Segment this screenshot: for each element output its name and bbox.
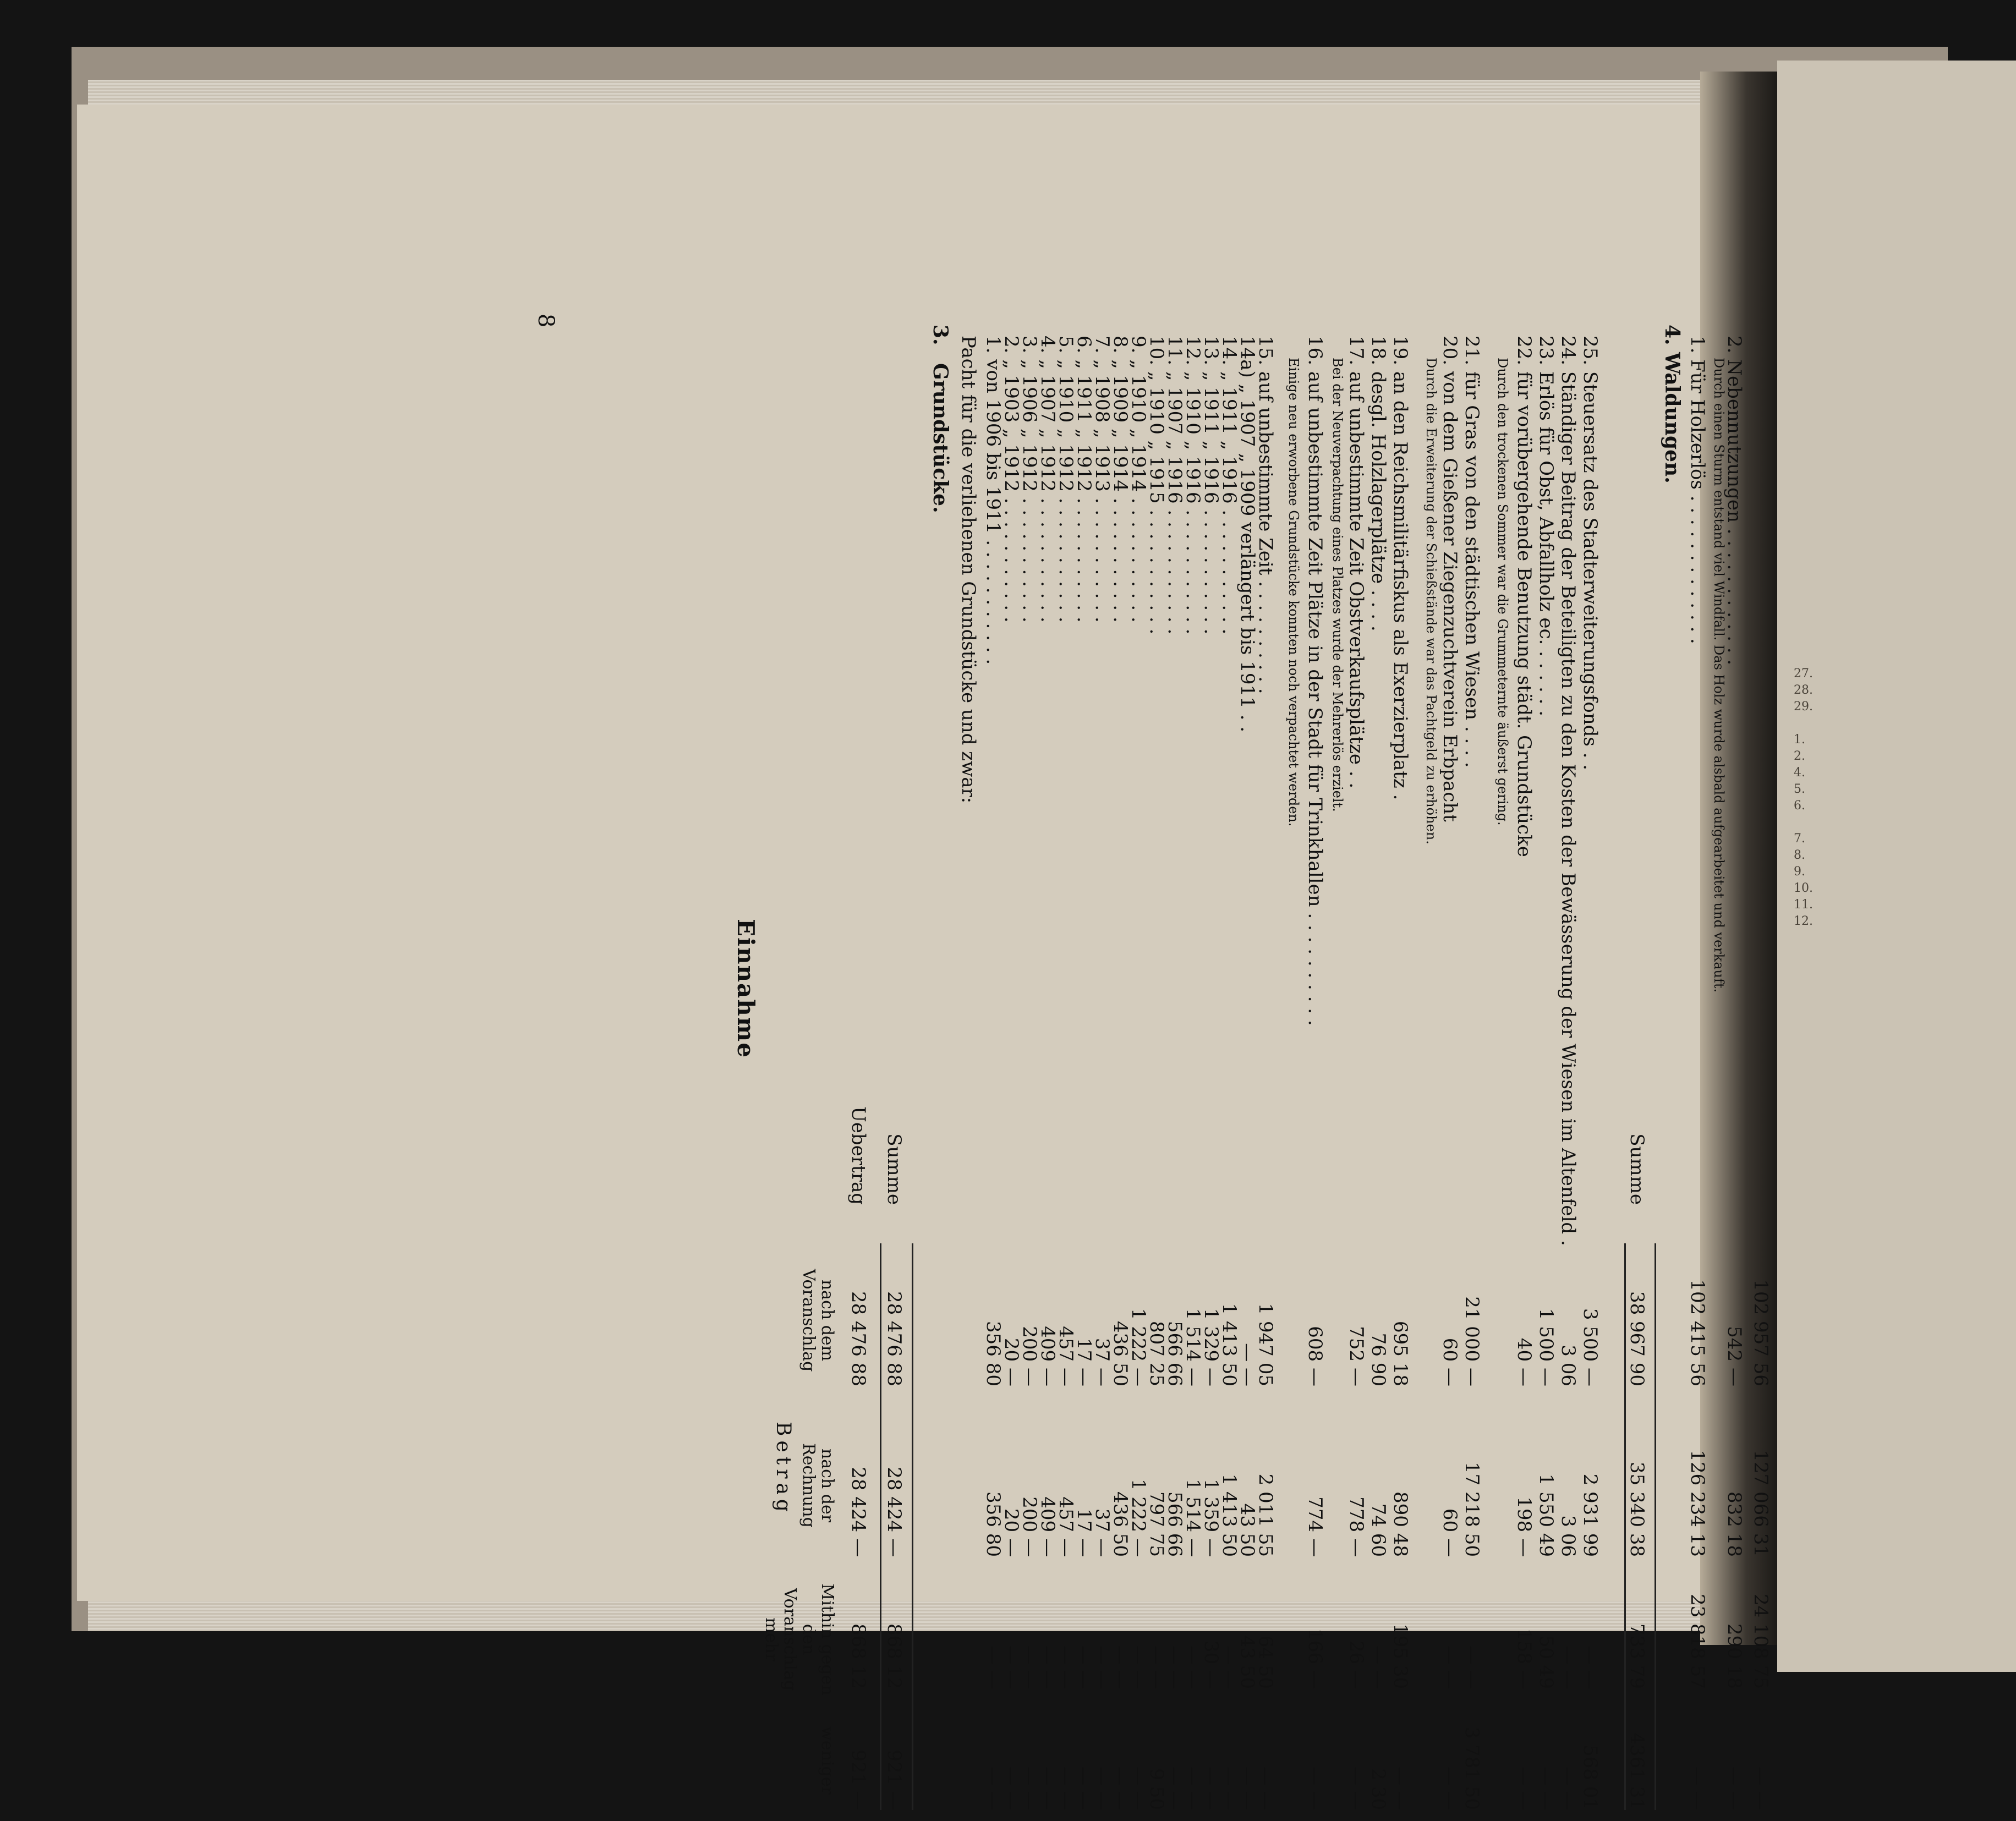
cell-b: 778 —	[1345, 1496, 1367, 1557]
table-row	[1369, 314, 1389, 1821]
margin-number: 7.	[1794, 832, 1805, 846]
cell-b: 890 48	[1389, 1491, 1411, 1557]
cell-b: 1 514 —	[1182, 1478, 1204, 1557]
cell-b: 43 50	[1236, 1503, 1258, 1557]
cell-d: — —	[1055, 1767, 1077, 1810]
cell-a: 1 222 —	[1127, 1308, 1149, 1386]
cell-d: — —	[1304, 1767, 1326, 1810]
cell-a: 38 967 90	[1626, 1291, 1648, 1386]
table-row	[1347, 314, 1367, 1821]
cell-c: — —	[1367, 1646, 1389, 1689]
margin-number: 8.	[1794, 848, 1805, 862]
rule	[1655, 1243, 1656, 1810]
note-21: Durch den trockenen Sommer war die Grummeternte äußerst gering.	[1495, 358, 1510, 826]
page-title: Einnahme	[732, 919, 759, 1058]
table-row	[1581, 314, 1601, 1821]
cell-a: 20 —	[1000, 1337, 1022, 1386]
row-desc: 9. „ 1910 „ 1914 . . . . . . . . . . .	[1127, 336, 1149, 623]
cell-b: 200 —	[1018, 1496, 1040, 1557]
page-number: 8	[533, 314, 558, 328]
cell-c: — —	[1218, 1646, 1240, 1689]
row-desc: 2. „ 1903 „ 1912 . . . . . . . . . . .	[1000, 336, 1022, 623]
cell-a: 608 —	[1304, 1326, 1326, 1386]
cell-d: — —	[1686, 1767, 1708, 1810]
cell-a: 28 476 88	[883, 1291, 905, 1386]
cell-d: — —	[1182, 1767, 1204, 1810]
cell-c: — —	[1579, 1646, 1601, 1689]
table-row	[1254, 314, 1277, 1821]
cell-c: — —	[1073, 1646, 1095, 1689]
summe-label: Summe	[883, 1133, 905, 1205]
cell-d: 568 01	[1579, 1745, 1601, 1810]
table-row	[1686, 314, 1708, 1821]
cell-a: 807 25	[1146, 1321, 1168, 1386]
cell-d: 921 —	[883, 1749, 905, 1810]
cell-d: — —	[1535, 1767, 1557, 1810]
row-desc: 25. Steuersatz des Stadterweiterungsfonds . .	[1579, 336, 1601, 771]
cell-c: 733 79	[1626, 1623, 1648, 1689]
row-desc: 23. Erlös für Obst, Abfallholz ec. . . . . . .	[1535, 336, 1557, 717]
cell-d: 2 30	[1367, 1768, 1389, 1810]
cell-d: 9 50	[1146, 1768, 1168, 1810]
cell-b: 198 —	[1513, 1496, 1535, 1557]
margin-number	[1794, 715, 1813, 732]
cell-d: — —	[1345, 1767, 1367, 1810]
total-row	[1752, 314, 1772, 1821]
cell-b: 1 413 50	[1218, 1473, 1240, 1557]
cell-c: — —	[1439, 1646, 1461, 1689]
rule	[880, 1243, 881, 1810]
cell-a: 60 —	[1439, 1337, 1461, 1386]
ledger-table	[528, 314, 1772, 1821]
section-3-number: 3.	[929, 325, 952, 345]
table-row	[1463, 314, 1483, 1821]
cell-b: 774 —	[1304, 1496, 1326, 1557]
cell-c: — —	[1182, 1646, 1204, 1689]
cell-a: 542 —	[1723, 1326, 1745, 1386]
note-16: Bei der Neuverpachtung eines Platzes wurde der Mehrerlös erzielt.	[1330, 358, 1345, 812]
cell-a: 40 —	[1513, 1337, 1535, 1386]
row-desc: 13. „ 1911 „ 1916 . . . . . . . . . . .	[1200, 336, 1222, 635]
cell-b: 1 359 —	[1200, 1478, 1222, 1557]
summe-label: Summe	[1626, 1133, 1648, 1205]
cell-b: 28 424 —	[883, 1467, 905, 1557]
header-weniger: weniger	[818, 1726, 837, 1795]
cell-c: — —	[1164, 1646, 1186, 1689]
cell-b: 35 340 38	[1626, 1461, 1648, 1557]
row-desc: 24. Ständiger Beitrag der Beteiligten zu den Kosten der Bewässerung der Wiesen im Altenfeld .	[1557, 336, 1579, 1246]
cell-c: 166 —	[1304, 1628, 1326, 1689]
cell-a: 3 06	[1557, 1345, 1579, 1386]
cell-c: — —	[1127, 1646, 1149, 1689]
row-desc: 14a) „ 1907 „ 1909 verlängert bis 1911 . .	[1236, 336, 1258, 733]
cell-c: — —	[1091, 1646, 1113, 1689]
cell-a: 436 50	[1109, 1321, 1131, 1386]
margin-number: 6.	[1794, 799, 1805, 813]
cell-c: 64 50	[1254, 1635, 1277, 1689]
cell-c: — —	[982, 1646, 1004, 1689]
cell-a: — —	[1236, 1343, 1258, 1386]
row-desc: 22. für vorübergehende Benutzung städt. Grundstücke	[1513, 336, 1535, 857]
cell-b: 566 66	[1164, 1491, 1186, 1557]
row-desc: 1. von 1906 bis 1911 . . . . . . . . . . .	[982, 336, 1004, 665]
row-desc: 17. auf unbestimmte Zeit Obstverkaufsplätze . .	[1345, 336, 1367, 789]
cell-c: 26 —	[1345, 1640, 1367, 1689]
note-19: Durch die Erweiterung der Schießstände war das Pachtgeld zu erhöhen.	[1423, 358, 1439, 844]
header-betrag: Betrag	[772, 1422, 795, 1516]
row-16	[1306, 314, 1326, 1821]
cell-d: — —	[1127, 1767, 1149, 1810]
cell-a: 752 —	[1345, 1326, 1367, 1386]
margin-number: 28.	[1794, 683, 1813, 697]
margin-number: 9.	[1794, 865, 1805, 879]
row-desc: 16. auf unbestimmte Zeit Plätze in der Stadt für Trinkhallen . . . . . . . . . .	[1304, 336, 1326, 1026]
cell-d: — —	[1109, 1767, 1131, 1810]
cell-b: 60 —	[1439, 1508, 1461, 1557]
section-3-heading: Grundstücke.	[929, 363, 952, 513]
cell-a: 76 90	[1367, 1332, 1389, 1386]
row-desc: 2. Nebennutzungen . . . . . . . . . . . .	[1723, 336, 1745, 666]
header-mehr: Mithin gegen den Voranschlag mehr	[762, 1583, 837, 1696]
cell-d: — —	[1018, 1767, 1040, 1810]
cell-c: 195 30	[1389, 1623, 1411, 1689]
row-desc: 5. „ 1910 „ 1912 . . . . . . . . . . .	[1055, 336, 1077, 623]
uebertrag-label: Uebertrag	[847, 1106, 869, 1205]
row-desc: 1. Für Holzerlös . . . . . . . . . . . . .	[1686, 336, 1708, 644]
cell-d: — —	[1037, 1767, 1059, 1810]
row-desc: 11. „ 1907 „ 1916 . . . . . . . . . . .	[1164, 336, 1186, 635]
row-desc: 3. „ 1906 „ 1912 . . . . . . . . . . .	[1018, 336, 1040, 623]
cell-b: 797 75	[1146, 1491, 1168, 1557]
cell-d: — —	[1723, 1767, 1745, 1810]
cell-a: 102 415 56	[1686, 1279, 1708, 1386]
cell-d: — —	[1091, 1767, 1113, 1810]
cell-d: — —	[1164, 1767, 1186, 1810]
cell-c: 290 18	[1723, 1623, 1745, 1689]
note-holz: Durch einen Sturm entstand viel Windfall. Das Holz wurde alsbald aufgearbeitet und verkauft.	[1711, 358, 1727, 993]
cell-d: — —	[1218, 1767, 1240, 1810]
row-desc: 18. desgl. Holzlagerplätze . . . .	[1367, 336, 1389, 632]
table-row	[1515, 314, 1535, 1821]
cell-c: 43 50	[1236, 1635, 1258, 1689]
cell-b: 127 066 31	[1750, 1450, 1772, 1557]
cell-b: 126 234 13	[1686, 1450, 1708, 1557]
cell-d: — —	[1000, 1767, 1022, 1810]
right-page	[1777, 61, 2016, 1672]
cell-d: — —	[1513, 1767, 1535, 1810]
cell-a: 409 —	[1037, 1326, 1059, 1386]
cell-b: 17 218 50	[1461, 1461, 1483, 1557]
margin-number: 27.	[1794, 667, 1813, 681]
cell-d: — —	[1389, 1767, 1411, 1810]
table-row	[1389, 314, 1411, 1821]
row-desc: 14. „ 1911 „ 1916 . . . . . . . . . . .	[1218, 336, 1240, 635]
cell-b: 1 222 —	[1127, 1478, 1149, 1557]
cell-c: — —	[1557, 1646, 1579, 1689]
cell-b: 2 011 55	[1254, 1473, 1277, 1557]
margin-number	[1794, 814, 1813, 831]
cell-a: 1 500 —	[1535, 1308, 1557, 1386]
cell-c: — —	[1000, 1646, 1022, 1689]
cell-c: — —	[1018, 1646, 1040, 1689]
cell-b: 28 424 —	[847, 1467, 869, 1557]
cell-a: 1 329 —	[1200, 1308, 1222, 1386]
cell-c: 158 —	[1513, 1628, 1535, 1689]
table-row	[1537, 314, 1557, 1821]
row-desc: 15. auf unbestimmte Zeit . . . . . . . . . .	[1254, 336, 1277, 694]
cell-b: 3 06	[1557, 1515, 1579, 1557]
cell-c: 24 108 75	[1750, 1593, 1772, 1689]
cell-b: 1 550 49	[1535, 1473, 1557, 1557]
cell-c: — —	[1037, 1646, 1059, 1689]
cell-c: — —	[1109, 1646, 1131, 1689]
margin-number: 5.	[1794, 782, 1805, 796]
right-page-numbers	[1794, 666, 1813, 930]
cell-c: — —	[1146, 1646, 1168, 1689]
cell-d: — —	[1236, 1767, 1258, 1810]
margin-number: 4.	[1794, 766, 1805, 780]
cell-c: 868 12	[883, 1623, 905, 1689]
row-desc: 20. von dem Gießener Ziegenzuchtverein Erbpacht	[1439, 336, 1461, 822]
table-row	[1725, 314, 1745, 1821]
margin-number: 12.	[1794, 914, 1813, 928]
cell-d: — —	[1073, 1767, 1095, 1810]
cell-a: 17 —	[1073, 1337, 1095, 1386]
cell-a: 21 000 —	[1461, 1296, 1483, 1386]
row-desc: 21. für Gras von den städtischen Wiesen . . . .	[1461, 336, 1483, 768]
row-desc: 6. „ 1911 „ 1912 . . . . . . . . . . .	[1073, 336, 1095, 623]
row-desc: 10. „ 1910 „ 1915 . . . . . . . . . . .	[1146, 336, 1168, 635]
note-15: Einige neu erworbene Grundstücke konnten noch verpachtet werden.	[1286, 358, 1301, 827]
cell-a: 356 80	[982, 1321, 1004, 1386]
cell-d: — —	[1254, 1767, 1277, 1810]
margin-number: 11.	[1794, 898, 1813, 912]
section-4-heading: 4. Waldungen.	[1661, 325, 1684, 484]
cell-c: 868 12	[847, 1623, 869, 1689]
margin-number: 10.	[1794, 881, 1813, 895]
cell-c: 30 —	[1200, 1640, 1222, 1689]
cell-a: 1 413 50	[1218, 1303, 1240, 1386]
cell-a: 28 476 88	[847, 1291, 869, 1386]
cell-d: 3 781 50	[1461, 1726, 1483, 1810]
cell-a: 566 66	[1164, 1321, 1186, 1386]
table-row	[1441, 314, 1461, 1821]
cell-b: 409 —	[1037, 1496, 1059, 1557]
margin-number: 29.	[1794, 700, 1813, 714]
cell-d: — —	[1557, 1767, 1579, 1810]
cell-d: — —	[982, 1767, 1004, 1810]
cell-d: 4361 31	[1626, 1732, 1648, 1810]
cell-d: 921 —	[847, 1749, 869, 1810]
header-rechnung: nach der Rechnung	[799, 1443, 837, 1528]
margin-number: 2.	[1794, 749, 1805, 763]
cell-b: 457 —	[1055, 1496, 1077, 1557]
cell-a: 457 —	[1055, 1326, 1077, 1386]
cell-b: 436 50	[1109, 1491, 1131, 1557]
row-desc: 4. „ 1907 „ 1912 . . . . . . . . . . .	[1037, 336, 1059, 623]
row-desc: 7. „ 1908 „ 1913 . . . . . . . . . . .	[1091, 336, 1113, 623]
uebertrag-row	[847, 314, 869, 1821]
cell-a: 1 947 05	[1254, 1303, 1277, 1386]
header-voranschlag: nach dem Voranschlag	[799, 1269, 837, 1372]
cell-d: — —	[1750, 1767, 1772, 1810]
summe-top-row	[885, 314, 905, 1821]
cell-b: 37 —	[1091, 1508, 1113, 1557]
cell-a: 695 18	[1389, 1321, 1411, 1386]
cell-b: 20 —	[1000, 1508, 1022, 1557]
cell-a: 1 514 —	[1182, 1308, 1204, 1386]
cell-c: 23 818 57	[1686, 1593, 1708, 1689]
rotated-page-content	[528, 314, 1772, 1821]
cell-d: — —	[1200, 1767, 1222, 1810]
row-desc: 8. „ 1909 „ 1914 . . . . . . . . . . .	[1109, 336, 1131, 623]
cell-b: 356 80	[982, 1491, 1004, 1557]
cell-a: 37 —	[1091, 1337, 1113, 1386]
cell-b: 2 931 99	[1579, 1473, 1601, 1557]
cell-b: 17 —	[1073, 1508, 1095, 1557]
cell-d: — —	[1439, 1767, 1461, 1810]
cell-b: 832 18	[1723, 1491, 1745, 1557]
row-desc: 12. „ 1910 „ 1916 . . . . . . . . . . .	[1182, 336, 1204, 635]
cell-a: 3 500 —	[1579, 1308, 1601, 1386]
margin-number: 1.	[1794, 733, 1805, 747]
cell-c: — —	[1461, 1646, 1483, 1689]
cell-b: 74 60	[1367, 1503, 1389, 1557]
table-row	[1559, 314, 1579, 1821]
row-desc: 19. an den Reichsmilitärfiskus als Exerzierplatz .	[1389, 336, 1411, 800]
summe-3-row	[1628, 314, 1648, 1821]
rule	[912, 1243, 913, 1810]
cell-c: 50 49	[1535, 1635, 1557, 1689]
cell-a: 200 —	[1018, 1326, 1040, 1386]
cell-c: — —	[1055, 1646, 1077, 1689]
intro-text: Pacht für die verliehenen Grundstücke und zwar:	[957, 336, 979, 804]
cell-a: 102 957 56	[1750, 1279, 1772, 1386]
